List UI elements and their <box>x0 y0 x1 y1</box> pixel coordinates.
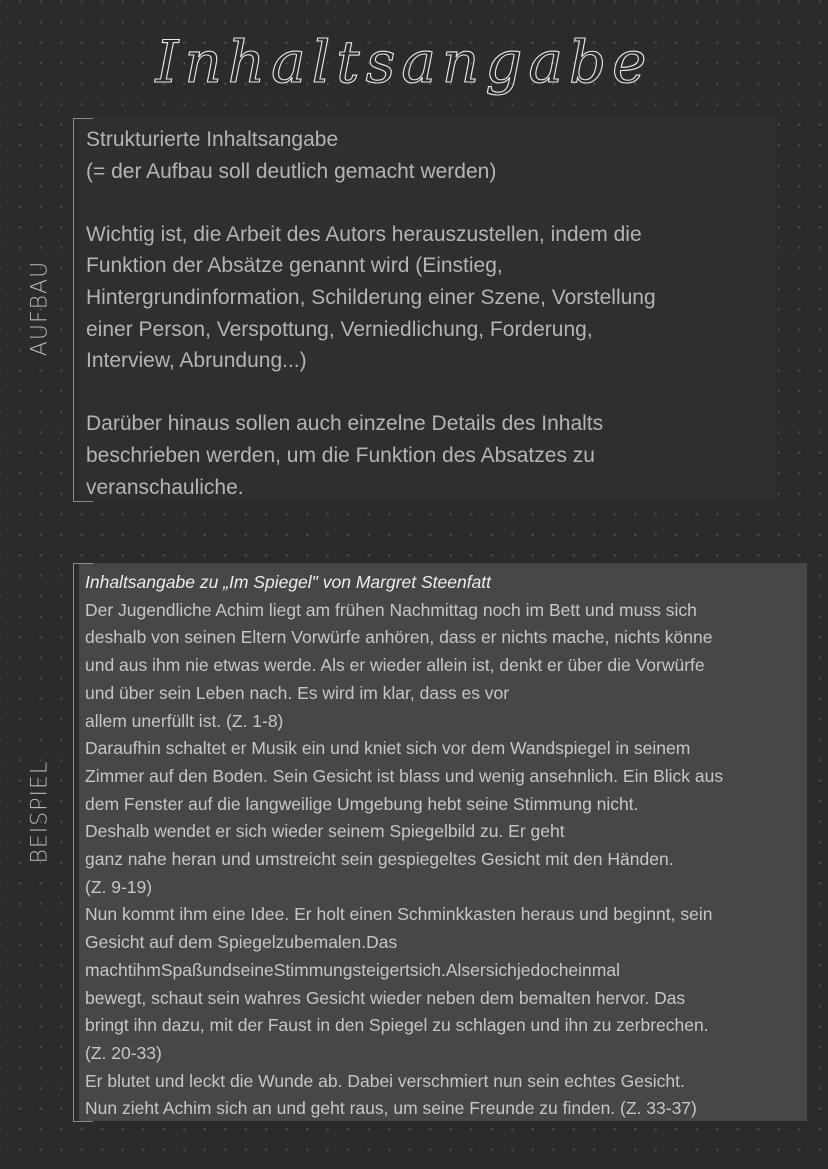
aufbau-label: AUFBAU <box>27 260 53 357</box>
beispiel-line: Nun zieht Achim sich an und geht raus, um seine Freunde zu finden. (Z. 33-37) <box>85 1098 697 1119</box>
aufbau-line: Wichtig ist, die Arbeit des Autors herauszustellen, indem die <box>86 222 642 246</box>
beispiel-line: dem Fenster auf die langweilige Umgebung hebt seine Stimmung nicht. <box>85 793 639 814</box>
beispiel-line: (Z. 9-19) <box>85 876 153 897</box>
beispiel-label: BEISPIEL <box>27 760 53 864</box>
beispiel-line: Er blutet und leckt die Wunde ab. Dabei verschmiert nun sein echtes Gesicht. <box>85 1070 685 1091</box>
aufbau-line: Hintergrundinformation, Schilderung einer Szene, Vorstellung <box>86 285 656 309</box>
beispiel-line: bewegt, schaut sein wahres Gesicht wieder neben dem bemalten hervor. Das <box>85 987 686 1008</box>
beispiel-line: und aus ihm nie etwas werde. Als er wieder allein ist, denkt er über die Vorwürfe <box>85 655 705 676</box>
beispiel-line: Zimmer auf den Boden. Sein Gesicht ist blass und wenig ansehnlich. Ein Blick aus <box>85 765 724 786</box>
title-lettering <box>0 10 828 120</box>
aufbau-line: beschrieben werden, um die Funktion des Absatzes zu <box>86 443 595 467</box>
aufbau-line: Funktion der Absätze genannt wird (Einstieg, <box>86 254 503 278</box>
paragraph-gap <box>86 187 766 219</box>
beispiel-heading: Inhaltsangabe zu „Im Spiegel" von Margret Steenfatt <box>85 572 492 592</box>
beispiel-line: Gesicht auf dem Spiegelzubemalen.Das <box>85 932 398 953</box>
aufbau-text <box>86 124 766 503</box>
beispiel-line: machtihmSpaßundseineStimmungsteigertsich.Alsersichjedocheinmal <box>85 959 620 980</box>
aufbau-line: (= der Aufbau soll deutlich gemacht werden) <box>86 159 497 183</box>
beispiel-text <box>85 569 800 1123</box>
aufbau-line: einer Person, Verspottung, Verniedlichung, Forderung, <box>86 317 593 341</box>
beispiel-line: (Z. 20-33) <box>85 1042 162 1063</box>
beispiel-line: allem unerfüllt ist. (Z. 1-8) <box>85 710 284 731</box>
beispiel-line: Der Jugendliche Achim liegt am frühen Nachmittag noch im Bett und muss sich <box>85 599 697 620</box>
beispiel-line: bringt ihn dazu, mit der Faust in den Spiegel zu schlagen und ihn zu zerbrechen. <box>85 1015 709 1036</box>
aufbau-line: veranschauliche. <box>86 475 244 499</box>
beispiel-line: Deshalb wendet er sich wieder seinem Spiegelbild zu. Er geht <box>85 821 565 842</box>
beispiel-line: Nun kommt ihm eine Idee. Er holt einen Schminkkasten heraus und beginnt, sein <box>85 904 713 925</box>
page-title <box>0 10 828 120</box>
aufbau-line: Interview, Abrundung...) <box>86 349 307 373</box>
beispiel-line: ganz nahe heran und umstreicht sein gespiegeltes Gesicht mit den Händen. <box>85 849 674 870</box>
aufbau-line: Darüber hinaus sollen auch einzelne Details des Inhalts <box>86 412 604 436</box>
beispiel-line: und über sein Leben nach. Es wird im klar, dass es vor <box>85 682 510 703</box>
title-text: Inhaltsangabe <box>155 28 653 96</box>
aufbau-line: Strukturierte Inhaltsangabe <box>86 128 339 151</box>
paragraph-gap <box>86 377 766 409</box>
beispiel-line: deshalb von seinen Eltern Vorwürfe anhören, dass er nichts mache, nichts könne <box>85 627 713 648</box>
beispiel-line: Daraufhin schaltet er Musik ein und kniet sich vor dem Wandspiegel in seinem <box>85 738 691 759</box>
